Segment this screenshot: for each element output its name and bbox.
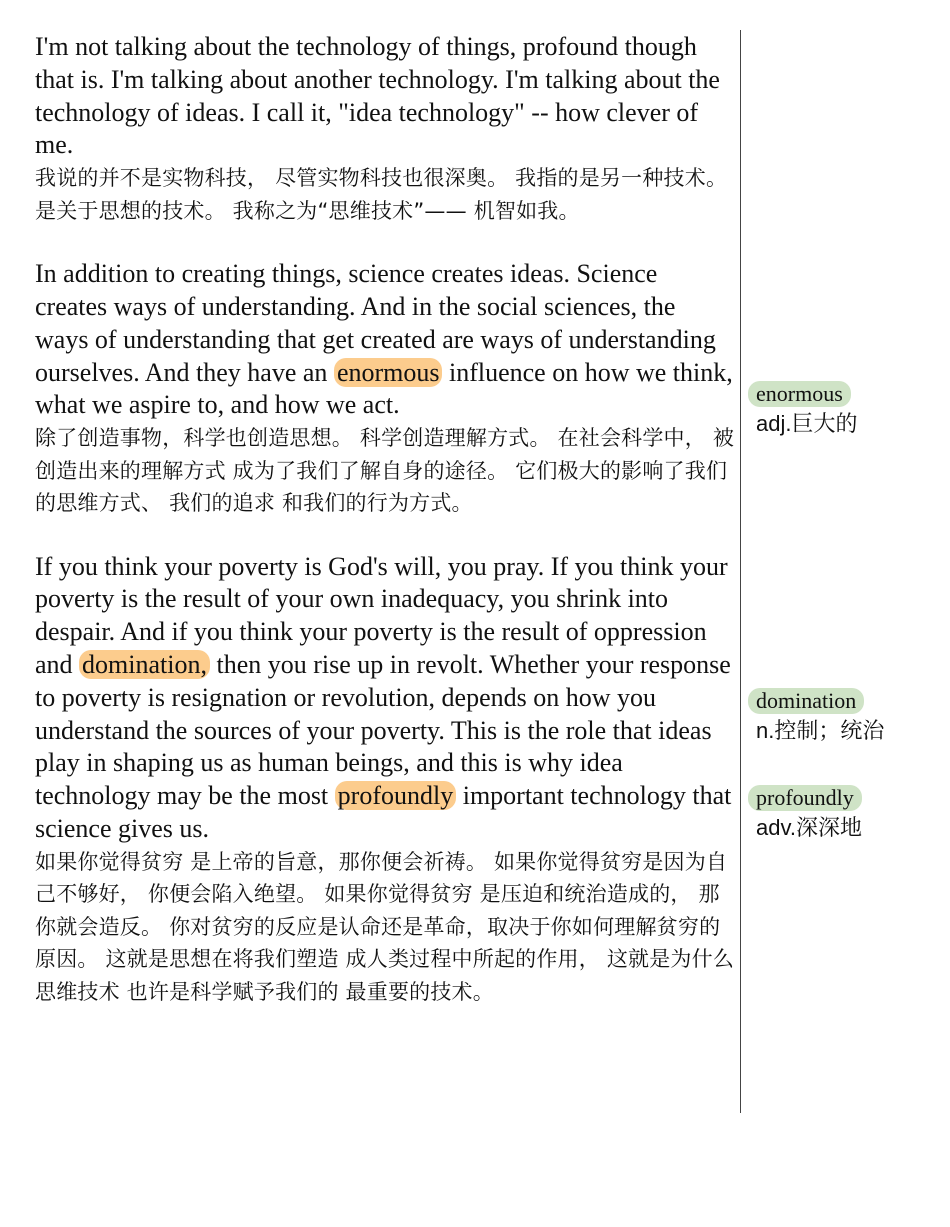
paragraph-1 — [35, 31, 735, 227]
highlighted-word-profoundly[interactable]: profoundly — [335, 781, 457, 810]
text-segment: influence on how we think, what we aspire to, and how we act. — [35, 357, 733, 420]
vocab-note-domination[interactable] — [748, 688, 943, 746]
text-segment: If you think your poverty is God's will, you pray. If you think your poverty is the result of your own inadequacy, you shrink into despair. And if you think your poverty is the result of oppression and — [35, 551, 728, 680]
english-text — [35, 258, 735, 422]
vocab-note-profoundly[interactable] — [748, 785, 943, 843]
vocab-word: domination — [748, 688, 864, 714]
text-segment: I'm not talking about the technology of things, profound though that is. I'm talking about another technology. I'm talking about the technology of ideas. I call it, "idea technology" -- how clever of me. — [35, 32, 720, 160]
paragraph-3 — [35, 551, 735, 1009]
text-segment: important technology that science gives us. — [35, 781, 732, 844]
chinese-translation: 如果你觉得贫穷 是上帝的旨意，那你便会祈祷。 如果你觉得贫穷是因为自己不够好， 你便会陷入绝望。 如果你觉得贫穷 是压迫和统治造成的， 那你就会造反。 你对贫穷的反应是认命还是革命，取决于你如何理解贫穷的原因。 这就是思想在将我们塑造 成人类过程中所起的作用， 这就是为什么思维技术 也许是科学赋予我们的 最重要的技术。 — [35, 849, 735, 1004]
vocab-definition: n.控制；统治 — [756, 718, 885, 743]
vocab-word: profoundly — [748, 785, 862, 811]
margin-divider — [740, 30, 741, 1113]
vocab-note-enormous[interactable] — [748, 381, 943, 439]
english-text — [35, 31, 735, 162]
english-text — [35, 551, 735, 846]
vocab-word: enormous — [748, 381, 851, 407]
transcript — [35, 31, 735, 1039]
chinese-translation: 我说的并不是实物科技， 尽管实物科技也很深奥。 我指的是另一种技术。 是关于思想的技术。 我称之为“思维技术”—— 机智如我。 — [35, 166, 728, 223]
chinese-translation: 除了创造事物，科学也创造思想。 科学创造理解方式。 在社会科学中， 被创造出来的理解方式 成为了我们了解自身的途径。 它们极大的影响了我们的思维方式、 我们的追求 和我们的行为方式。 — [35, 426, 735, 516]
highlighted-word-domination[interactable]: domination, — [79, 650, 210, 679]
vocab-definition: adv.深深地 — [756, 815, 862, 840]
text-segment: In addition to creating things, science creates ideas. Science creates ways of understanding. And in the social sciences, the ways of understanding that get created are ways of understanding ourselves. And they have an — [35, 259, 716, 387]
highlighted-word-enormous[interactable]: enormous — [334, 358, 443, 387]
vocab-definition: adj.巨大的 — [756, 411, 858, 436]
text-segment: then you rise up in revolt. Whether your response to poverty is resignation or revolution, depends on how you understand the sources of your poverty. This is the role that ideas play in shaping us as human beings, and this is why idea technology may be the most — [35, 650, 731, 811]
paragraph-2 — [35, 258, 735, 519]
